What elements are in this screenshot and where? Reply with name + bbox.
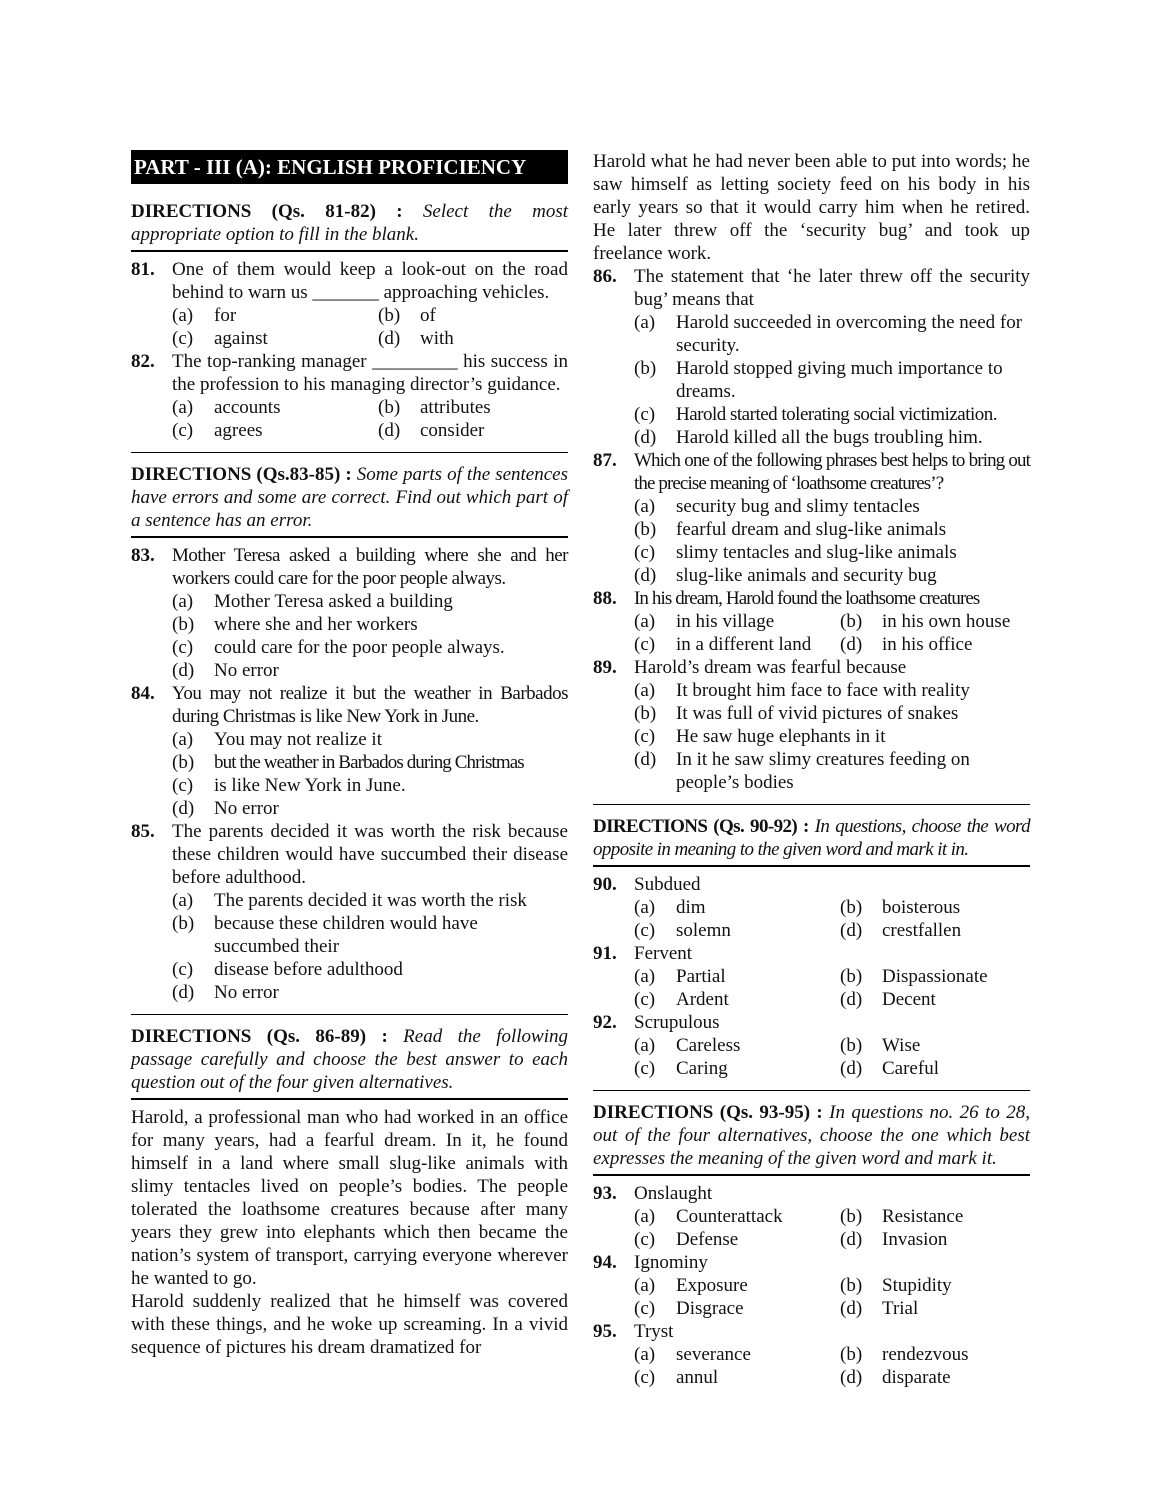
- option-text: in a different land: [676, 634, 812, 655]
- option-label: (c): [634, 1298, 656, 1319]
- option-text: Resistance: [882, 1206, 964, 1227]
- option-label: (b): [840, 897, 863, 918]
- directions-text: In questions, choose the word opposite in meaning to the given word and mark it in.: [593, 816, 1030, 860]
- directions-81-82: [131, 200, 568, 252]
- option-text: security bug and slimy tentacles: [676, 496, 920, 517]
- question-95: [593, 1320, 1030, 1389]
- option-label: (c): [172, 959, 194, 980]
- option-label: (a): [634, 1206, 656, 1227]
- option-label: (b): [172, 913, 195, 934]
- question-86: [593, 265, 1030, 449]
- option-text: agrees: [214, 420, 263, 441]
- option-label: (a): [634, 966, 656, 987]
- option-text: in his own house: [882, 611, 1011, 632]
- question-text: One of them would keep a look-out on the road behind to warn us _______ approaching vehicles.: [172, 259, 568, 303]
- option-label: (b): [172, 614, 195, 635]
- option-text: No error: [214, 660, 279, 681]
- question-94: [593, 1251, 1030, 1320]
- option-text: He saw huge elephants in it: [676, 726, 886, 747]
- option-label: (d): [634, 565, 657, 586]
- question-number: 86.: [593, 266, 617, 287]
- question-number: 90.: [593, 874, 617, 895]
- question-89: [593, 656, 1030, 794]
- option-text: for: [214, 305, 237, 326]
- question-text: Harold’s dream was fearful because: [634, 657, 907, 678]
- directions-heading: DIRECTIONS (Qs. 93-95) :: [593, 1102, 823, 1123]
- option-label: (b): [378, 305, 401, 326]
- option-label: (a): [634, 611, 656, 632]
- question-text: Ignominy: [634, 1252, 708, 1273]
- option-label: (b): [378, 397, 401, 418]
- option-label: (a): [172, 305, 194, 326]
- option-label: (d): [172, 982, 195, 1003]
- option-label: (c): [172, 775, 194, 796]
- option-label: (d): [840, 1298, 863, 1319]
- option-text: Careful: [882, 1058, 939, 1079]
- question-number: 89.: [593, 657, 617, 678]
- option-label: (d): [634, 749, 657, 770]
- option-text: disease before adulthood: [214, 959, 403, 980]
- question-text: Onslaught: [634, 1183, 713, 1204]
- option-text: boisterous: [882, 897, 961, 918]
- option-text: Harold started tolerating social victimization.: [676, 404, 998, 425]
- question-text: Mother Teresa asked a building where she and her workers could care for the poor people always.: [172, 545, 568, 589]
- option-label: (a): [634, 312, 656, 333]
- directions-86-89: [131, 1014, 568, 1100]
- question-text: The parents decided it was worth the risk because these children would have succumbed their disease before adulthood.: [172, 821, 568, 888]
- directions-heading: DIRECTIONS (Qs. 86-89) :: [131, 1026, 388, 1047]
- option-label: (d): [840, 989, 863, 1010]
- question-83: [131, 544, 568, 682]
- question-88: [593, 587, 1030, 656]
- question-number: 93.: [593, 1183, 617, 1204]
- option-label: (b): [840, 1035, 863, 1056]
- directions-90-92: [593, 804, 1030, 867]
- option-label: (c): [172, 420, 194, 441]
- option-text: attributes: [420, 397, 491, 418]
- option-text: The parents decided it was worth the risk: [214, 890, 527, 911]
- option-text: disparate: [882, 1367, 951, 1388]
- option-label: (c): [634, 1058, 656, 1079]
- option-text: fearful dream and slug-like animals: [676, 519, 947, 540]
- option-text: with: [420, 328, 454, 349]
- question-number: 94.: [593, 1252, 617, 1273]
- option-text: It was full of vivid pictures of snakes: [676, 703, 959, 724]
- question-text: Fervent: [634, 943, 693, 964]
- question-number: 84.: [131, 683, 155, 704]
- question-85: [131, 820, 568, 1004]
- directions-heading: DIRECTIONS (Qs.83-85) :: [131, 464, 352, 485]
- question-number: 81.: [131, 259, 155, 280]
- option-text: slimy tentacles and slug-like animals: [676, 542, 957, 563]
- option-label: (c): [634, 542, 656, 563]
- option-label: (c): [634, 1367, 656, 1388]
- option-text: but the weather in Barbados during Christmas: [214, 752, 524, 773]
- option-label: (b): [840, 611, 863, 632]
- directions-93-95: [593, 1090, 1030, 1176]
- question-92: [593, 1011, 1030, 1080]
- option-label: (c): [634, 1229, 656, 1250]
- option-text: Mother Teresa asked a building: [214, 591, 453, 612]
- option-text: Disgrace: [676, 1298, 744, 1319]
- option-text: Harold stopped giving much importance to dreams.: [676, 358, 1003, 402]
- option-text: Dispassionate: [882, 966, 988, 987]
- question-text: You may not realize it but the weather in Barbados during Christmas is like New York in June.: [172, 683, 568, 727]
- option-label: (d): [840, 634, 863, 655]
- option-label: (b): [634, 703, 657, 724]
- option-label: (c): [634, 726, 656, 747]
- question-91: [593, 942, 1030, 1011]
- directions-text: Some parts of the sentences have errors and some are correct. Find out which part of a sentence has an error.: [131, 464, 568, 531]
- directions-text: Select the most appropriate option to fill in the blank.: [131, 201, 568, 245]
- option-label: (a): [634, 496, 656, 517]
- option-label: (d): [172, 660, 195, 681]
- option-text: No error: [214, 798, 279, 819]
- question-number: 82.: [131, 351, 155, 372]
- option-text: accounts: [214, 397, 281, 418]
- option-label: (a): [634, 1275, 656, 1296]
- option-label: (a): [634, 1344, 656, 1365]
- option-text: Careless: [676, 1035, 741, 1056]
- option-text: against: [214, 328, 268, 349]
- option-label: (a): [172, 890, 194, 911]
- question-82: [131, 350, 568, 442]
- option-text: You may not realize it: [214, 729, 382, 750]
- option-text: Wise: [882, 1035, 921, 1056]
- option-label: (d): [840, 1367, 863, 1388]
- directions-heading: DIRECTIONS (Qs. 81-82) :: [131, 201, 403, 222]
- question-number: 95.: [593, 1321, 617, 1342]
- option-text: Stupidity: [882, 1275, 952, 1296]
- option-label: (d): [378, 328, 401, 349]
- section-title: PART - III (A): ENGLISH PROFICIENCY: [131, 150, 568, 184]
- option-label: (c): [172, 328, 194, 349]
- option-label: (b): [634, 519, 657, 540]
- option-text: Trial: [882, 1298, 919, 1319]
- option-text: severance: [676, 1344, 751, 1365]
- option-text: Exposure: [676, 1275, 748, 1296]
- option-label: (b): [840, 966, 863, 987]
- option-text: of: [420, 305, 436, 326]
- question-text: Which one of the following phrases best helps to bring out the precise meaning of ‘loathsome creatures’?: [634, 450, 1030, 494]
- option-label: (a): [634, 680, 656, 701]
- option-label: (a): [634, 897, 656, 918]
- question-number: 88.: [593, 588, 617, 609]
- question-number: 92.: [593, 1012, 617, 1033]
- question-text: Tryst: [634, 1321, 674, 1342]
- option-text: could care for the poor people always.: [214, 637, 505, 658]
- option-text: Counterattack: [676, 1206, 783, 1227]
- directions-heading: DIRECTIONS (Qs. 90-92) :: [593, 816, 809, 837]
- right-column: [593, 150, 1030, 1389]
- option-text: Partial: [676, 966, 726, 987]
- option-text: solemn: [676, 920, 731, 941]
- option-label: (c): [634, 404, 656, 425]
- option-label: (a): [172, 729, 194, 750]
- option-text: where she and her workers: [214, 614, 418, 635]
- option-text: Harold succeeded in overcoming the need for security.: [676, 312, 1023, 356]
- question-text: The statement that ‘he later threw off the security bug’ means that: [634, 266, 1030, 310]
- question-81: [131, 258, 568, 350]
- option-label: (d): [840, 920, 863, 941]
- question-text: In his dream, Harold found the loathsome creatures: [634, 588, 980, 609]
- option-label: (d): [840, 1058, 863, 1079]
- passage-paragraph: Harold, a professional man who had worked in an office for many years, had a fearful dream. In it, he found himself in a land where small slug-like animals with slimy tentacles lived on people’s bodies. The people tolerated the loathsome creatures because after many years they grew into elephants which then became the nation’s system of transport, carrying everyone wherever he wanted to go.: [131, 1107, 568, 1289]
- option-text: because these children would have succumbed their: [214, 913, 478, 957]
- option-label: (a): [634, 1035, 656, 1056]
- question-number: 91.: [593, 943, 617, 964]
- question-90: [593, 873, 1030, 942]
- question-number: 85.: [131, 821, 155, 842]
- option-text: Ardent: [676, 989, 729, 1010]
- question-87: [593, 449, 1030, 587]
- option-label: (d): [840, 1229, 863, 1250]
- option-label: (c): [634, 634, 656, 655]
- option-label: (b): [840, 1275, 863, 1296]
- option-label: (a): [172, 591, 194, 612]
- directions-text: Read the following passage carefully and choose the best answer to each question out of the four given alternatives.: [131, 1026, 568, 1093]
- option-text: Defense: [676, 1229, 739, 1250]
- question-93: [593, 1182, 1030, 1251]
- question-text: Subdued: [634, 874, 701, 895]
- question-84: [131, 682, 568, 820]
- option-text: annul: [676, 1367, 719, 1388]
- option-label: (b): [634, 358, 657, 379]
- question-number: 83.: [131, 545, 155, 566]
- left-column: [131, 150, 568, 1359]
- option-text: No error: [214, 982, 279, 1003]
- passage-paragraph: Harold suddenly realized that he himself was covered with these things, and he woke up screaming. In a vivid sequence of pictures his dream dramatized for: [131, 1291, 568, 1358]
- option-text: In it he saw slimy creatures feeding on people’s bodies: [676, 749, 970, 793]
- option-text: Harold killed all the bugs troubling him.: [676, 427, 983, 448]
- passage-paragraph: Harold what he had never been able to put into words; he saw himself as letting society feed on his body in his early years so that it would carry him when he retired. He later threw off the ‘security bug’ and took up freelance work.: [593, 151, 1030, 264]
- option-text: slug-like animals and security bug: [676, 565, 937, 586]
- question-text: The top-ranking manager _________ his success in the profession to his managing director’s guidance.: [172, 351, 568, 395]
- option-label: (c): [172, 637, 194, 658]
- question-number: 87.: [593, 450, 617, 471]
- option-text: Decent: [882, 989, 936, 1010]
- option-label: (a): [172, 397, 194, 418]
- option-label: (b): [840, 1344, 863, 1365]
- directions-83-85: [131, 452, 568, 538]
- option-text: It brought him face to face with reality: [676, 680, 970, 701]
- option-text: rendezvous: [882, 1344, 969, 1365]
- directions-text: In questions no. 26 to 28, out of the four alternatives, choose the one which best expresses the meaning of the given word and mark it.: [593, 1102, 1030, 1169]
- option-label: (d): [172, 798, 195, 819]
- option-text: in his office: [882, 634, 973, 655]
- option-label: (c): [634, 989, 656, 1010]
- option-text: consider: [420, 420, 485, 441]
- question-text: Scrupulous: [634, 1012, 720, 1033]
- option-text: Invasion: [882, 1229, 948, 1250]
- option-label: (d): [634, 427, 657, 448]
- option-text: dim: [676, 897, 706, 918]
- option-label: (c): [634, 920, 656, 941]
- option-text: Caring: [676, 1058, 728, 1079]
- option-label: (b): [172, 752, 195, 773]
- option-text: is like New York in June.: [214, 775, 406, 796]
- option-label: (d): [378, 420, 401, 441]
- option-text: in his village: [676, 611, 775, 632]
- option-label: (b): [840, 1206, 863, 1227]
- option-text: crestfallen: [882, 920, 962, 941]
